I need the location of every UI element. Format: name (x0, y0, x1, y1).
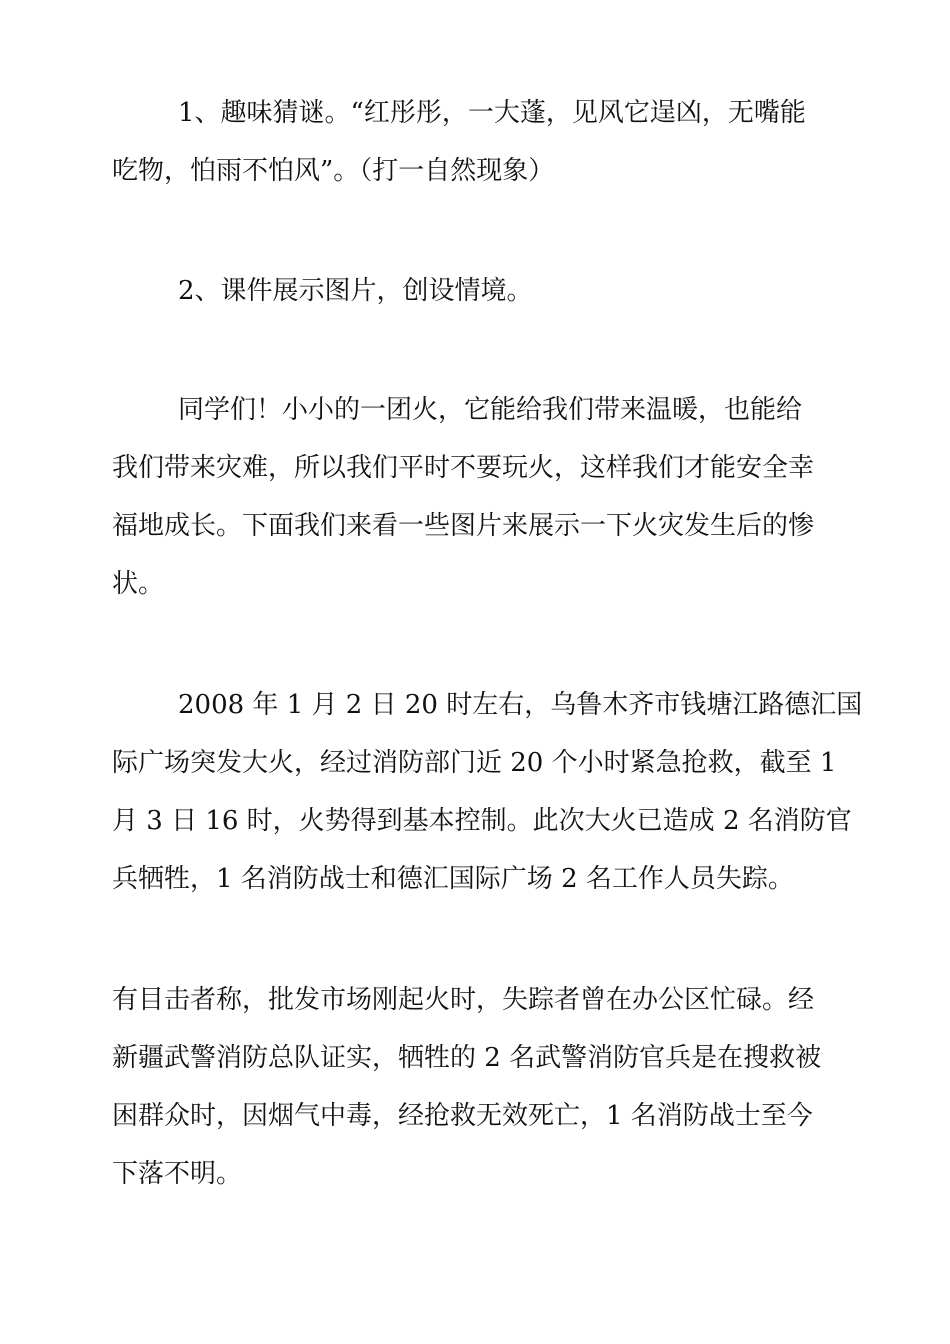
text-line: 月 3 日 16 时，火势得到基本控制。此次大火已造成 2 名消防官 (112, 806, 852, 836)
text-line: 我们带来灾难，所以我们平时不要玩火，这样我们才能安全幸 (112, 453, 815, 483)
text-line: 2、课件展示图片，创设情境。 (178, 276, 533, 306)
text-line: 新疆武警消防总队证实，牺牲的 2 名武警消防官兵是在搜救被 (112, 1043, 822, 1073)
text-line: 福地成长。下面我们来看一些图片来展示一下火灾发生后的惨 (112, 511, 815, 541)
paragraph-courseware (112, 262, 852, 320)
text-line: 有目击者称，批发市场刚起火时，失踪者曾在办公区忙碌。经 (112, 985, 815, 1015)
text-line: 状。 (112, 569, 165, 599)
text-line: 下落不明。 (112, 1159, 243, 1189)
text-line: 吃物，怕雨不怕风”。（打一自然现象） (112, 156, 555, 186)
text-line: 困群众时，因烟气中毒，经抢救无效死亡，1 名消防战士至今 (112, 1101, 813, 1131)
paragraph-witness (112, 971, 852, 1203)
paragraph-fire-event (112, 676, 863, 908)
text-line: 2008 年 1 月 2 日 20 时左右，乌鲁木齐市钱塘江路德汇国 (178, 690, 863, 720)
text-line: 际广场突发大火，经过消防部门近 20 个小时紧急抢救，截至 1 (112, 748, 837, 778)
paragraph-riddle (112, 84, 852, 200)
text-line: 同学们！小小的一团火，它能给我们带来温暖，也能给 (178, 395, 803, 425)
text-line: 1、趣味猜谜。“红彤彤，一大蓬，见风它逞凶，无嘴能 (178, 98, 806, 128)
text-line: 兵牺牲，1 名消防战士和德汇国际广场 2 名工作人员失踪。 (112, 864, 794, 894)
paragraph-intro (112, 381, 852, 613)
